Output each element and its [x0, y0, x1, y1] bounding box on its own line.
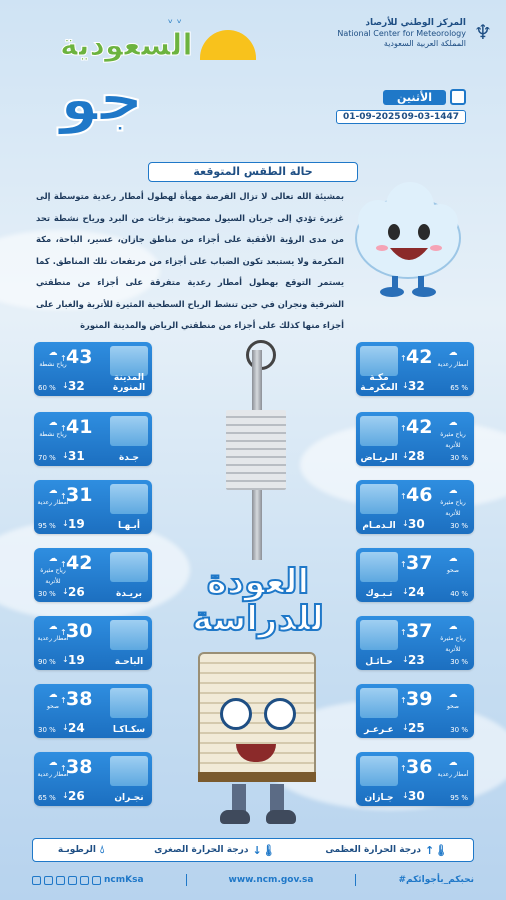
city-landmark-icon — [360, 346, 398, 376]
city-landmark-icon — [110, 620, 148, 650]
date-box — [336, 88, 466, 124]
arrow-down-icon: ↓ — [402, 723, 409, 732]
arrow-up-icon: ↑ — [400, 764, 407, 773]
website-link[interactable]: www.ncm.gov.sa — [228, 875, 314, 885]
weather-condition — [36, 486, 70, 510]
forecast-title: حالة الطقس المتوقعة — [148, 162, 358, 182]
weather-station-illustration — [196, 340, 316, 570]
arrow-down-icon: ↓ — [62, 381, 69, 390]
weather-condition-label: صحو — [446, 567, 460, 574]
weather-condition-label: رياح مثيرة للأتربة — [440, 499, 466, 517]
arrow-up-icon: ↑ — [400, 492, 407, 501]
weather-condition — [36, 622, 70, 646]
legend-max: 🌡︎↑ درجة الحرارة العظمى — [325, 843, 449, 857]
max-temp: 42 — [406, 416, 433, 438]
arrow-up-icon: ↑ — [60, 560, 67, 569]
city-landmark-icon — [110, 416, 148, 446]
weather-condition-icon: ☁︎ — [448, 554, 458, 564]
arrow-up-icon: ↑ — [60, 424, 67, 433]
weather-condition — [36, 690, 70, 714]
weather-condition-label: رياح مثيرة للأتربة — [440, 431, 466, 449]
weather-condition-icon: ☁︎ — [448, 758, 458, 768]
social-links — [32, 875, 144, 885]
humidity: 65 % — [38, 794, 56, 802]
arrow-down-icon: ↓ — [402, 519, 409, 528]
humidity: 30 % — [450, 454, 468, 462]
banner-line-1: العودة — [206, 562, 310, 602]
max-temp: 43 — [66, 346, 93, 368]
ncm-country: المملكة العربية السعودية — [383, 39, 466, 49]
weather-condition — [436, 554, 470, 578]
weather-box-mascot — [176, 652, 346, 830]
arrow-up-icon: ↑ — [400, 628, 407, 637]
arrow-up-icon: ↑ — [400, 424, 407, 433]
max-temp: 37 — [406, 552, 433, 574]
city-landmark-icon — [360, 484, 398, 514]
weather-condition — [436, 622, 470, 653]
legend-bar — [32, 838, 474, 862]
min-temp: 28 — [408, 449, 425, 463]
city-name: سكـاكـا — [112, 724, 146, 735]
logo-line-1: السعودية — [60, 28, 193, 63]
humidity: 95 % — [38, 522, 56, 530]
arrow-up-icon: ↑ — [60, 628, 67, 637]
weather-condition-label: رياح نشطة — [39, 431, 67, 438]
city-card — [34, 548, 152, 602]
birds-icon: ᵛ ᵛ — [168, 16, 182, 30]
weather-condition-label: رياح نشطة — [39, 361, 67, 368]
weather-condition — [436, 758, 470, 782]
city-card — [34, 342, 152, 396]
weather-condition-label: صحو — [46, 703, 60, 710]
hijri-date: 09-03-1447 — [401, 112, 459, 122]
arrow-up-icon: ↑ — [400, 354, 407, 363]
humidity: 65 % — [450, 384, 468, 392]
city-name: جـازان — [364, 792, 394, 803]
city-card — [356, 412, 474, 466]
city-name: جـدة — [118, 452, 140, 463]
arrow-down-icon: ↓ — [62, 451, 69, 460]
max-temp: 46 — [406, 484, 433, 506]
weather-condition-icon: ☁︎ — [48, 348, 58, 358]
max-temp: 30 — [66, 620, 93, 642]
weather-condition-icon: ☁︎ — [448, 418, 458, 428]
logo-line-2: جو — [60, 62, 144, 135]
palm-swords-emblem-icon: ♆ — [474, 20, 492, 44]
weather-condition — [436, 348, 470, 372]
min-temp: 24 — [68, 721, 85, 735]
city-card — [356, 548, 474, 602]
sun-icon — [200, 30, 256, 60]
banner-line-2: للدراسة — [192, 599, 324, 640]
hashtag[interactable]: #نحبكم_بأجوائكم — [398, 875, 474, 885]
arrow-down-icon: ↓ — [62, 587, 69, 596]
back-to-school-banner — [160, 564, 356, 652]
city-card — [34, 412, 152, 466]
weather-condition-icon: ☁︎ — [48, 418, 58, 428]
arrow-up-icon: ↑ — [60, 354, 67, 363]
weather-condition-icon: ☁︎ — [48, 622, 58, 632]
max-temp: 38 — [66, 756, 93, 778]
legend-humidity: 💧︎ الرطوبـة — [57, 843, 105, 856]
arrow-down-icon: ↓ — [402, 381, 409, 390]
city-landmark-icon — [110, 484, 148, 514]
day-name: الأثنين — [383, 90, 446, 105]
weather-condition-icon: ☁︎ — [448, 690, 458, 700]
min-temp: 24 — [408, 585, 425, 599]
instagram-icon[interactable] — [44, 876, 53, 885]
arrow-down-icon: ↓ — [62, 655, 69, 664]
city-name: حـائـل — [365, 656, 393, 667]
min-temp: 19 — [68, 517, 85, 531]
weather-condition-icon: ☁︎ — [448, 486, 458, 496]
max-temp: 41 — [66, 416, 93, 438]
city-card — [356, 684, 474, 738]
weather-condition-icon: ☁︎ — [48, 690, 58, 700]
mascot-eye — [220, 698, 252, 730]
weather-condition-label: أمطار رعدية — [37, 635, 69, 642]
weather-condition-label: أمطار رعدية — [37, 771, 69, 778]
arrow-up-icon: ↑ — [400, 560, 407, 569]
arrow-down-icon: ↓ — [62, 519, 69, 528]
humidity: 70 % — [38, 454, 56, 462]
humidity: 90 % — [38, 658, 56, 666]
forecast-body: بمشيئة الله تعالى لا تزال الفرصة مهيأة لهطول أمطار رعدية متوسطة إلى غزيرة تؤدي إلى جريان السيول مصحوبة بزخات من البرد ورياح نشطة تحد من مدى الرؤية الأفقية على أجزاء من مناطق جازان، عسير، الباحة، مكة المكرمة ولا يستبعد تكون الضباب على أجزاء من مرتفعات تلك المناطق. كما يستمر التوقع بهطول أمطار رعدية متفرقة على أجزاء من منطقتي الشرقية ونجران في حين تنشط الرياح السطحية المثيرة للأتربة والغبار على أجزاء منها كذلك على أجزاء من منطقتي الرياض والمدينة المنورة — [36, 191, 344, 330]
city-name: مكـة المكرمـة — [360, 373, 398, 393]
arrow-down-icon: ↓ — [62, 723, 69, 732]
weather-condition-label: رياح مثيرة للأتربة — [440, 635, 466, 653]
ncm-english-name: National Center for Meteorology — [337, 29, 466, 39]
thermometer-down-icon: 🌡︎↓ — [252, 843, 276, 857]
min-temp: 32 — [408, 379, 425, 393]
weather-condition-icon: ☁︎ — [448, 622, 458, 632]
city-landmark-icon — [110, 552, 148, 582]
min-temp: 26 — [68, 585, 85, 599]
arrow-up-icon: ↑ — [60, 492, 67, 501]
city-name: أبـهـا — [118, 520, 140, 531]
arrow-down-icon: ↓ — [62, 791, 69, 800]
weather-condition — [36, 758, 70, 782]
jaw-alsaudia-logo — [40, 8, 270, 148]
max-temp: 42 — [406, 346, 433, 368]
max-temp: 31 — [66, 484, 93, 506]
max-temp: 37 — [406, 620, 433, 642]
humidity: 30 % — [38, 726, 56, 734]
city-card — [34, 684, 152, 738]
city-card — [34, 752, 152, 806]
tiktok-icon[interactable] — [80, 876, 89, 885]
weather-condition-label: أمطار رعدية — [37, 499, 69, 506]
gregorian-date: 01-09-2025 — [343, 112, 401, 122]
arrow-down-icon: ↓ — [402, 451, 409, 460]
humidity-drops-icon: 💧︎ — [99, 843, 105, 856]
city-card — [34, 480, 152, 534]
x-icon[interactable] — [32, 876, 41, 885]
weather-condition — [436, 418, 470, 449]
min-temp: 30 — [408, 789, 425, 803]
city-landmark-icon — [110, 688, 148, 718]
city-name: الـدمـام — [362, 520, 396, 531]
min-temp: 26 — [68, 789, 85, 803]
ncm-arabic-name: المركز الوطني للأرصاد — [365, 18, 466, 28]
humidity: 95 % — [450, 794, 468, 802]
city-card — [356, 480, 474, 534]
weather-condition-icon: ☁︎ — [48, 758, 58, 768]
city-landmark-icon — [110, 346, 148, 376]
max-temp: 36 — [406, 756, 433, 778]
arrow-down-icon: ↓ — [402, 587, 409, 596]
min-temp: 31 — [68, 449, 85, 463]
weather-condition-icon: ☁︎ — [448, 348, 458, 358]
weather-condition-label: أمطار رعدية — [437, 361, 469, 368]
city-landmark-icon — [360, 620, 398, 650]
city-name: نجـران — [114, 792, 144, 803]
instrument-box — [226, 410, 286, 490]
city-name: الـريـاض — [360, 452, 398, 463]
social-handle[interactable]: ncmKsa — [104, 875, 144, 885]
humidity: 40 % — [450, 590, 468, 598]
city-landmark-icon — [360, 688, 398, 718]
mascot-eye — [264, 698, 296, 730]
arrow-up-icon: ↑ — [60, 696, 67, 705]
max-temp: 42 — [66, 552, 93, 574]
city-card — [34, 616, 152, 670]
min-temp: 19 — [68, 653, 85, 667]
humidity: 30 % — [450, 658, 468, 666]
humidity: 60 % — [38, 384, 56, 392]
city-landmark-icon — [110, 756, 148, 786]
weather-condition-label: صحو — [446, 703, 460, 710]
facebook-icon[interactable] — [92, 876, 101, 885]
min-temp: 25 — [408, 721, 425, 735]
arrow-up-icon: ↑ — [400, 696, 407, 705]
humidity: 30 % — [450, 726, 468, 734]
city-name: بريـدة — [116, 588, 142, 599]
city-name: الباحـة — [114, 656, 144, 667]
weather-condition-label: رياح مثيرة للأتربة — [40, 567, 66, 585]
weather-condition — [36, 348, 70, 372]
cloud-mascot-icon — [348, 176, 466, 300]
arrow-down-icon: ↓ — [402, 655, 409, 664]
city-card — [356, 752, 474, 806]
weather-condition-icon: ☁︎ — [48, 486, 58, 496]
city-card — [356, 616, 474, 670]
arrow-up-icon: ↑ — [60, 764, 67, 773]
weather-condition — [36, 554, 70, 585]
city-landmark-icon — [360, 416, 398, 446]
city-landmark-icon — [360, 756, 398, 786]
snapchat-icon[interactable] — [68, 876, 77, 885]
city-card — [356, 342, 474, 396]
min-temp: 23 — [408, 653, 425, 667]
calendar-icon — [450, 89, 466, 105]
weather-condition — [436, 690, 470, 714]
arrow-down-icon: ↓ — [402, 791, 409, 800]
max-temp: 38 — [66, 688, 93, 710]
weather-condition-label: أمطار رعدية — [437, 771, 469, 778]
city-name: عـرعـر — [364, 724, 394, 735]
min-temp: 32 — [68, 379, 85, 393]
legend-min: 🌡︎↓ درجة الحرارة الصغرى — [154, 843, 276, 857]
ncm-logo — [337, 18, 494, 49]
weather-condition-icon: ☁︎ — [48, 554, 58, 564]
city-name: تـبـوك — [365, 588, 393, 599]
youtube-icon[interactable] — [56, 876, 65, 885]
min-temp: 30 — [408, 517, 425, 531]
thermometer-up-icon: 🌡︎↑ — [424, 843, 449, 857]
humidity: 30 % — [450, 522, 468, 530]
weather-condition — [36, 418, 70, 442]
humidity: 30 % — [38, 590, 56, 598]
city-name: المدينة المنورة — [112, 373, 146, 393]
weather-condition — [436, 486, 470, 517]
max-temp: 39 — [406, 688, 433, 710]
city-landmark-icon — [360, 552, 398, 582]
footer — [32, 870, 474, 890]
